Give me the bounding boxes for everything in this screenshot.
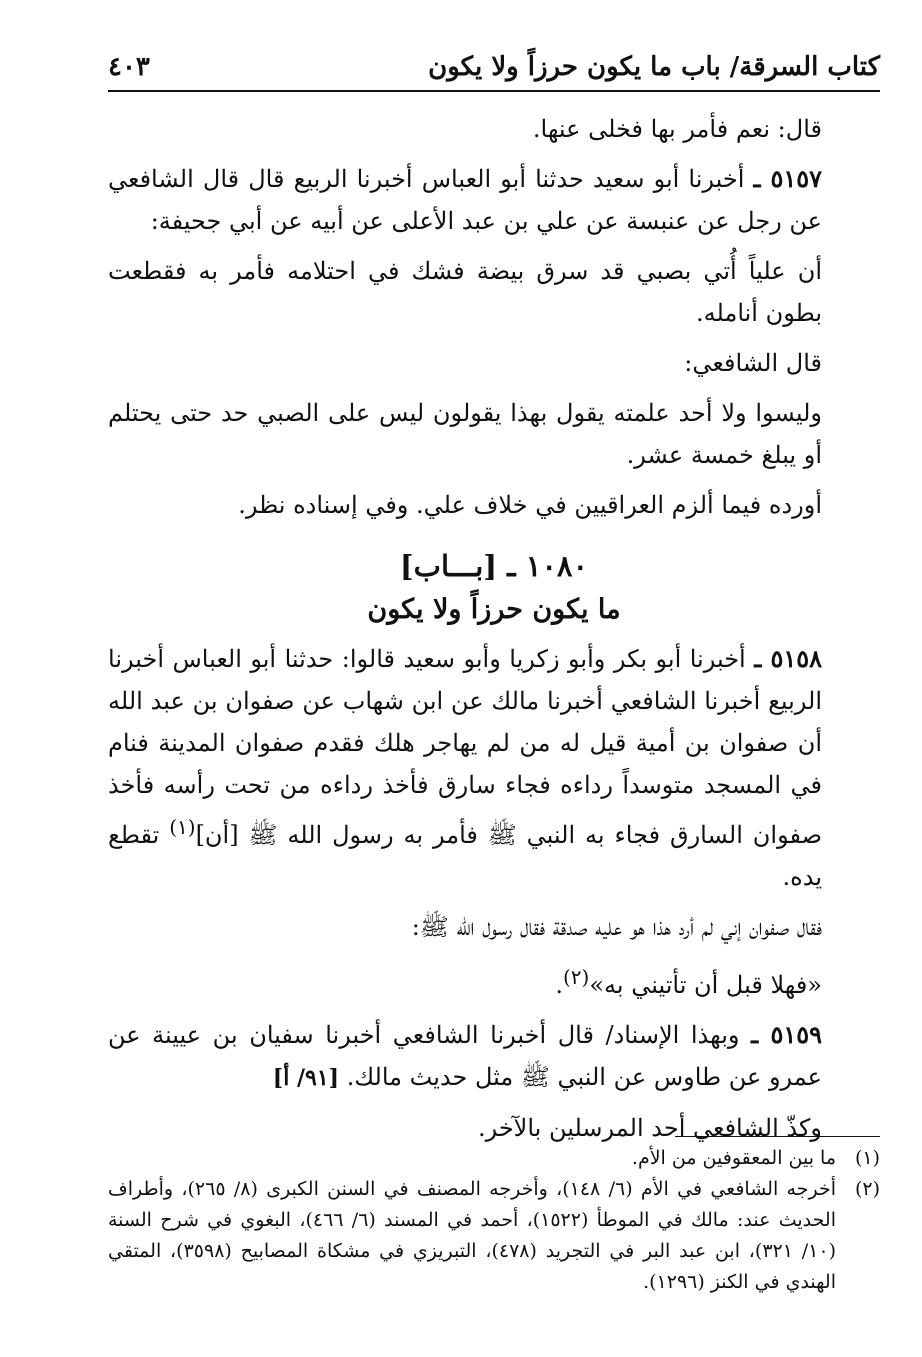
quote-text: «فهلا قبل أن تأتيني به» <box>589 971 822 999</box>
footnote-1 <box>108 1143 880 1174</box>
paragraph-prophet-quote <box>108 956 880 1006</box>
paragraph-shafii-said: قال الشافعي: <box>684 349 822 377</box>
hadith-text: أخبرنا أبو سعيد حدثنا أبو العباس أخبرنا الربيع قال قال الشافعي عن رجل عن عنبسة عن علي بن عبد الأعلى عن أبيه عن أبي جحيفة: <box>108 165 822 235</box>
footnote-2 <box>108 1174 880 1298</box>
hadith-5157 <box>108 158 880 242</box>
paragraph-conclusion: وكذّ الشافعي أحد المرسلين بالآخر. <box>477 1114 822 1142</box>
paragraph-editor-note: أورده فيما ألزم العراقيين في خلاف علي. وفي إسناده نظر. <box>238 491 822 519</box>
hadith-number: ٥١٥٧ ـ <box>753 164 822 193</box>
running-title: كتاب السرقة/ باب ما يكون حرزاً ولا يكون <box>428 52 880 82</box>
footnote-ref[interactable]: (٢) <box>562 965 590 989</box>
footnotes <box>108 1136 880 1298</box>
footnote-rule <box>675 1136 880 1137</box>
page-number: ٤٠٣ <box>108 52 150 82</box>
hadith-text: وبهذا الإسناد/ قال أخبرنا الشافعي أخبرنا سفيان بن عيينة عن عمرو عن طاوس عن النبي ﷺ مثل حديث مالك. <box>108 1021 822 1091</box>
paragraph-reply: قال: نعم فأمر بها فخلى عنها. <box>532 115 822 143</box>
footnote-ref[interactable]: (١) <box>169 815 196 839</box>
paragraph-safwan: فقال صفوان إني لم أرد هذا هو عليه صدقة فقال رسول الله ﷺ: <box>411 913 822 941</box>
hadith-number: ٥١٥٨ ـ <box>754 644 822 673</box>
hadith-text: أخبرنا أبو بكر وأبو زكريا وأبو سعيد قالوا: حدثنا أبو العباس أخبرنا الربيع أخبرنا الشافعي أخبرنا مالك عن ابن شهاب عن صفوان بن عبد الله أن صفوان بن أمية قيل له من لم يهاجر هلك فقدم صفوان المدينة فنام في المسجد متوسداً رداءه فجاء سارق فأخذ رداءه من تحت رأسه فأخذ صفوان السارق فجاء به النبي ﷺ فأمر به رسول الله ﷺ [أن] <box>108 645 822 849</box>
main-text <box>108 108 880 1157</box>
footnote-marker: (١) <box>854 1147 880 1169</box>
hadith-text-end: تقطع يده. <box>108 821 822 891</box>
footnote-text: ما بين المعقوفين من الأم. <box>631 1147 836 1169</box>
chapter-subtitle: ما يكون حرزاً ولا يكون <box>367 594 621 625</box>
hadith-5159 <box>108 1014 880 1099</box>
header-rule <box>108 90 880 92</box>
footnote-text: أخرجه الشافعي في الأم (٦/ ١٤٨)، وأخرجه المصنف في السنن الكبرى (٨/ ٢٦٥)، وأطراف الحديث عند: مالك في الموطأ (١٥٢٢)، أحمد في المسند (٦/ ٤٦٦)، البغوي في شرح السنة (١٠/ ٣٢١)، ابن عبد البر في التجريد (٤٧٨)، التبريزي في مشكاة المصابيح (٣٥٩٨)، المتقي الهندي في الكنز (١٢٩٦). <box>108 1178 836 1293</box>
paragraph-report: أن علياً أُتي بصبي قد سرق بيضة فشك في احتلامه فأمر به فقطعت بطون أنامله. <box>108 257 822 327</box>
quote-end: . <box>555 971 563 999</box>
footnote-marker: (٢) <box>854 1178 880 1200</box>
manuscript-folio-note: [٩١/ أ] <box>272 1065 340 1091</box>
page-header <box>108 40 880 92</box>
hadith-5158 <box>108 638 880 898</box>
paragraph-shafii-comment: وليسوا ولا أحد علمته يقول بهذا يقولون ليس على الصبي حد حتى يحتلم أو يبلغ خمسة عشر. <box>108 399 822 469</box>
hadith-number: ٥١٥٩ ـ <box>751 1020 823 1049</box>
chapter-heading: ١٠٨٠ ـ [بـــاب] <box>399 549 589 583</box>
